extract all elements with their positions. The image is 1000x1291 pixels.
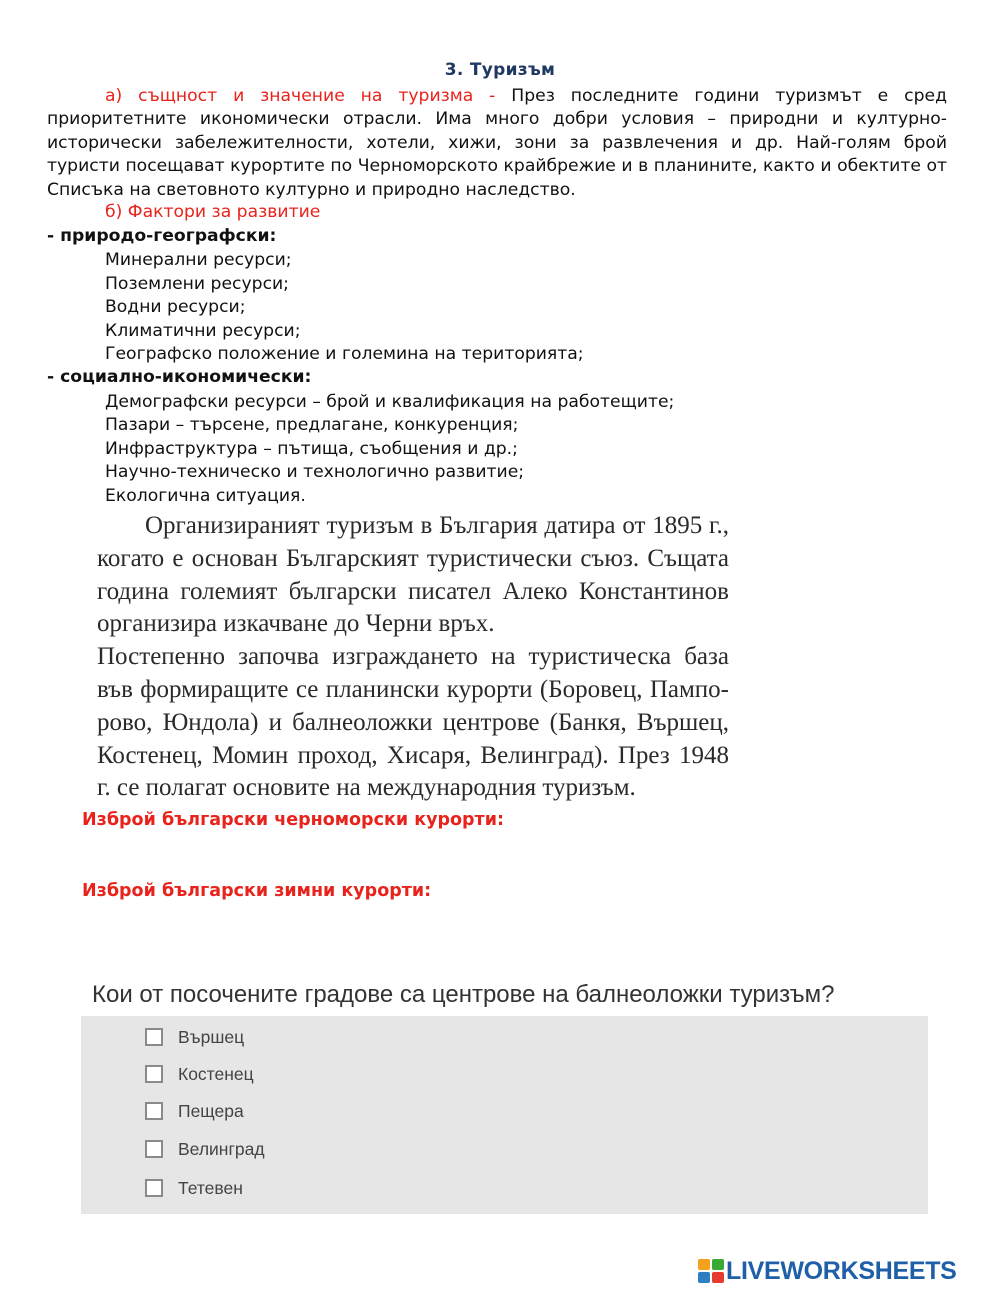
winter-resorts-prompt: Изброй български зимни курорти: — [82, 881, 432, 901]
option-label: Пещера — [178, 1100, 244, 1121]
excerpt-line: рово, Юндола) и балнеоложки центрове (Банкя, Вършец, — [97, 708, 729, 736]
option-label: Велинград — [178, 1138, 265, 1159]
option-kostenets[interactable] — [145, 1061, 254, 1087]
option-label: Костенец — [178, 1063, 254, 1084]
natural-factor-item: Географско положение и големина на територията; — [105, 344, 584, 364]
natural-factor-item: Климатични ресурси; — [105, 321, 301, 341]
excerpt-line: организира изкачване до Черни връх. — [97, 610, 495, 638]
excerpt-line: г. се полагат основите на международния туризъм. — [97, 774, 636, 802]
checkbox-icon[interactable] — [145, 1179, 163, 1197]
history-excerpt — [97, 510, 729, 805]
logo-square — [712, 1272, 724, 1283]
option-teteven[interactable] — [145, 1175, 243, 1201]
checkbox-icon[interactable] — [145, 1028, 163, 1046]
excerpt-line: във формиращите се планински курорти (Боровец, Пампо- — [97, 675, 729, 703]
excerpt-line: Организираният туризъм в България датира от 1895 г., — [145, 512, 729, 539]
excerpt-line: Костенец, Момин проход, Хисаря, Велинград). През 1948 — [97, 741, 729, 769]
logo-square — [712, 1259, 724, 1270]
checkbox-icon[interactable] — [145, 1065, 163, 1083]
social-factor-item: Пазари – търсене, предлагане, конкуренция; — [105, 415, 519, 435]
social-factor-item: Екологична ситуация. — [105, 486, 306, 506]
option-peshtera[interactable] — [145, 1098, 244, 1124]
option-varshets[interactable] — [145, 1024, 244, 1050]
intro-paragraph — [47, 85, 947, 202]
social-factors-heading: - социално-икономически: — [47, 367, 312, 387]
social-factor-item: Инфраструктура – пътища, съобщения и др.; — [105, 439, 518, 459]
natural-factors-heading: - природо-географски: — [47, 226, 277, 246]
liveworksheets-logo — [698, 1257, 957, 1285]
intro-lead: а) същност и значение на туризма - — [105, 86, 512, 106]
quiz-options-panel — [81, 1016, 928, 1214]
excerpt-line: година големият български писател Алеко Константинов — [97, 577, 729, 605]
logo-square — [698, 1259, 710, 1270]
quiz-question: Кои от посочените градове са центрове на балнеоложки туризъм? — [92, 981, 835, 1008]
natural-factor-item: Поземлени ресурси; — [105, 274, 289, 294]
black-sea-resorts-prompt: Изброй български черноморски курорти: — [82, 810, 504, 830]
option-velingrad[interactable] — [145, 1136, 265, 1162]
checkbox-icon[interactable] — [145, 1140, 163, 1158]
section-title: 3. Туризъм — [444, 60, 556, 80]
natural-factor-item: Водни ресурси; — [105, 297, 246, 317]
excerpt-line: Постепенно започва изграждането на туристическа база — [97, 643, 729, 671]
option-label: Вършец — [178, 1026, 245, 1047]
excerpt-line: когато е основан Българският туристически съюз. Същата — [97, 544, 729, 572]
option-label: Тетевен — [178, 1177, 243, 1198]
logo-mark-icon — [698, 1259, 724, 1283]
social-factor-item: Демографски ресурси – брой и квалификация на работещите; — [105, 392, 675, 412]
intro-text: През последните години туризмът е сред приоритетните икономически отрасли. Има много добри условия – природни и културно-исторически забележителности, хотели, хижи, зони за развлечения и др. Най-голям брой туристи посещават курортите по Черноморското крайбрежие и в планините, както и обектите от Списъка на световното културно и природно наследство. — [47, 86, 947, 200]
natural-factor-item: Минерални ресурси; — [105, 250, 292, 270]
logo-text: LIVEWORKSHEETS — [726, 1256, 957, 1285]
logo-square — [698, 1272, 710, 1283]
factors-heading: б) Фактори за развитие — [105, 202, 321, 222]
checkbox-icon[interactable] — [145, 1102, 163, 1120]
social-factor-item: Научно-техническо и технологично развитие; — [105, 462, 525, 482]
